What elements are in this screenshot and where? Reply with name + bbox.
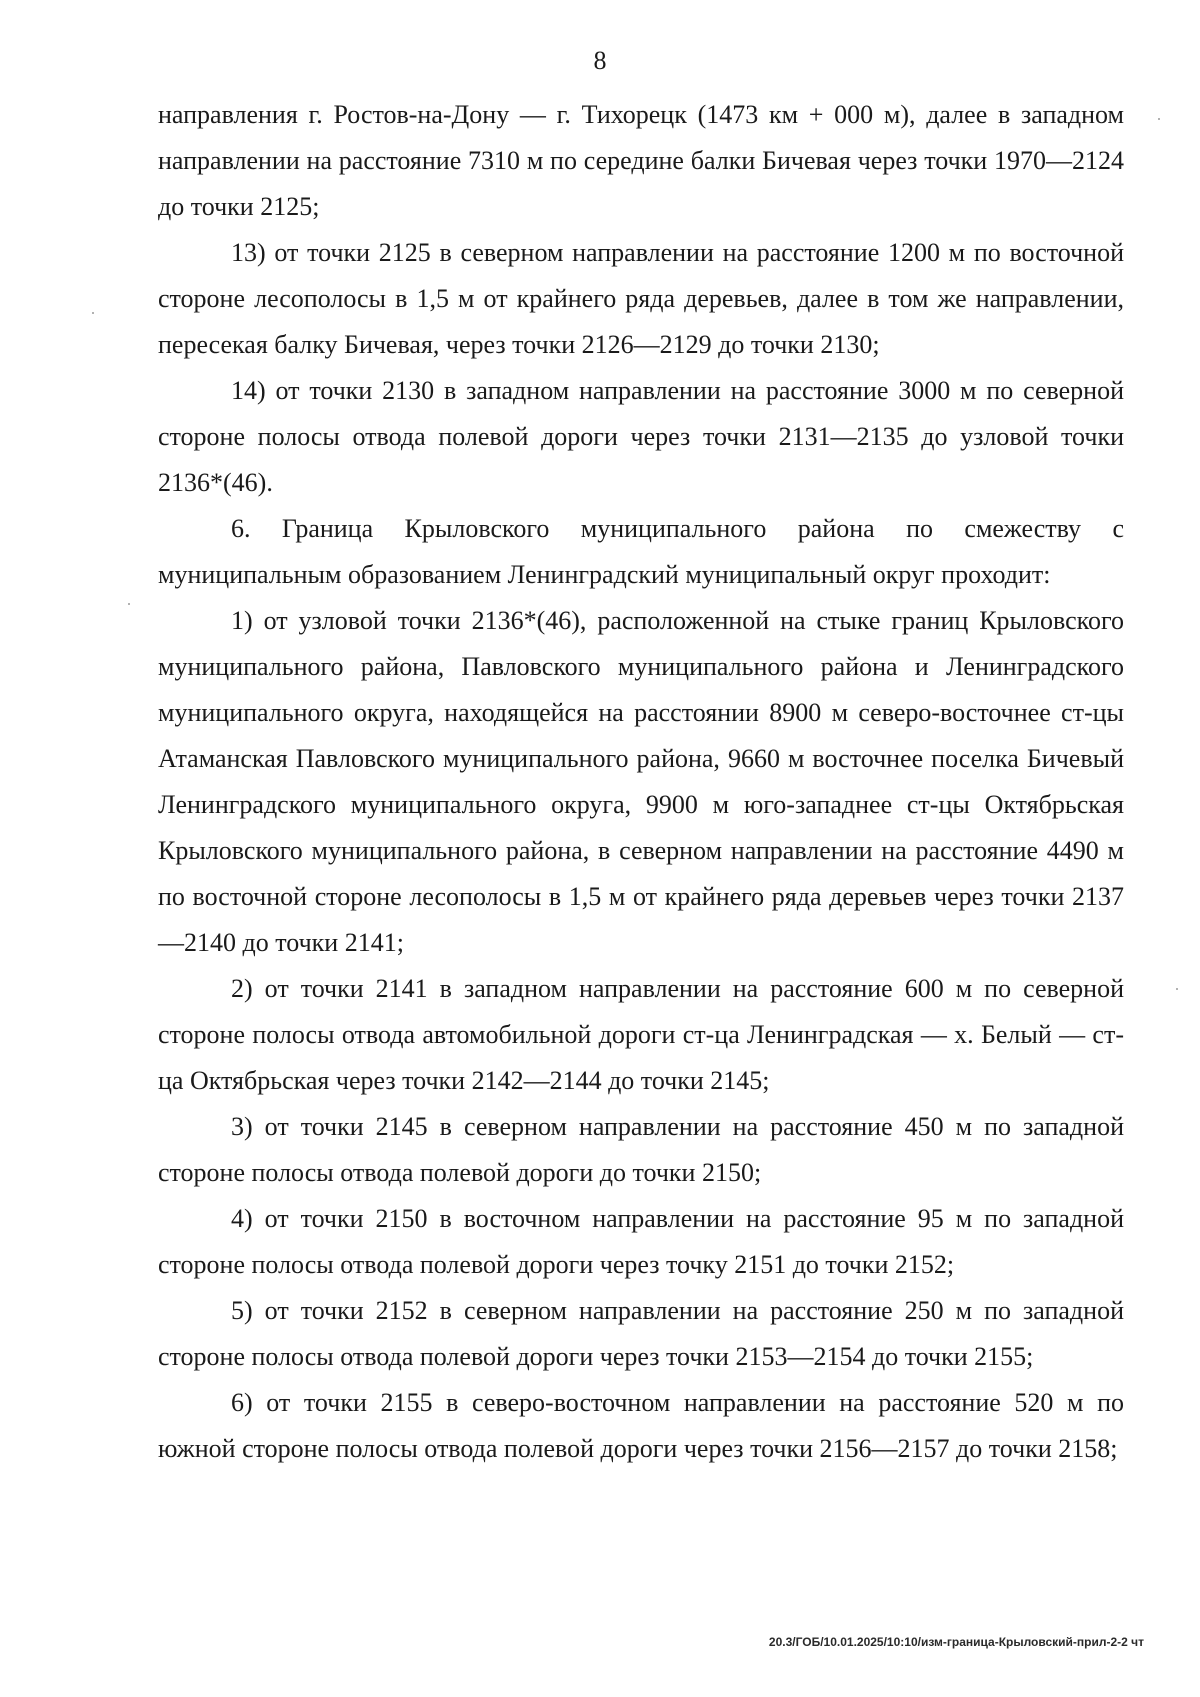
scan-speck [92, 312, 94, 314]
paragraph-item-6: 6) от точки 2155 в северо-восточном направлении на расстояние 520 м по южной стороне полосы отвода полевой дороги через точки 2156—2157 до точки 2158; [158, 1388, 1124, 1463]
paragraph-item-3: 3) от точки 2145 в северном направлении на расстояние 450 м по западной стороне полосы отвода полевой дороги до точки 2150; [158, 1112, 1124, 1187]
document-body [158, 92, 1124, 1472]
paragraph-item-4: 4) от точки 2150 в восточном направлении на расстояние 95 м по западной стороне полосы отвода полевой дороги через точку 2151 до точки 2152; [158, 1204, 1124, 1279]
scan-speck [1158, 118, 1160, 120]
scan-speck [1176, 988, 1178, 990]
paragraph-item-1: 1) от узловой точки 2136*(46), расположенной на стыке границ Крыловского муниципального района, Павловского муниципального района и Ленинградского муниципального округа, находящейся на расстоянии 8900 м северо-восточнее ст-цы Атаманская Павловского муниципального района, 9660 м восточнее поселка Бичевый Ленинградского муниципального округа, 9900 м юго-западнее ст-цы Октябрьская Крыловского муниципального района, в северном направлении на расстояние 4490 м по восточной стороне лесополосы в 1,5 м от крайнего ряда деревьев через точки 2137—2140 до точки 2141; [158, 606, 1124, 957]
page-number: 8 [593, 46, 607, 75]
paragraph-item-13: 13) от точки 2125 в северном направлении на расстояние 1200 м по восточной стороне лесополосы в 1,5 м от крайнего ряда деревьев, далее в том же направлении, пересекая балку Бичевая, через точки 2126—2129 до точки 2130; [158, 238, 1124, 359]
paragraph-item-14: 14) от точки 2130 в западном направлении на расстояние 3000 м по северной стороне полосы отвода полевой дороги через точки 2131—2135 до узловой точки 2136*(46). [158, 376, 1124, 497]
paragraph-item-5: 5) от точки 2152 в северном направлении на расстояние 250 м по западной стороне полосы отвода полевой дороги через точки 2153—2154 до точки 2155; [158, 1296, 1124, 1371]
paragraph-section-6: 6. Граница Крыловского муниципального района по смежеству с муниципальным образованием Ленинградский муниципальный округ проходит: [158, 514, 1124, 589]
footer-document-code: 20.3/ГОБ/10.01.2025/10:10/изм-граница-Крыловский-прил-2-2 чт [768, 1635, 1144, 1649]
scan-speck [128, 603, 130, 605]
paragraph-continuation: направления г. Ростов-на-Дону — г. Тихорецк (1473 км + 000 м), далее в западном направлении на расстояние 7310 м по середине балки Бичевая через точки 1970—2124 до точки 2125; [158, 100, 1124, 221]
paragraph-item-2: 2) от точки 2141 в западном направлении на расстояние 600 м по северной стороне полосы отвода автомобильной дороги ст-ца Ленинградская — х. Белый — ст-ца Октябрьская через точки 2142—2144 до точки 2145; [158, 974, 1124, 1095]
